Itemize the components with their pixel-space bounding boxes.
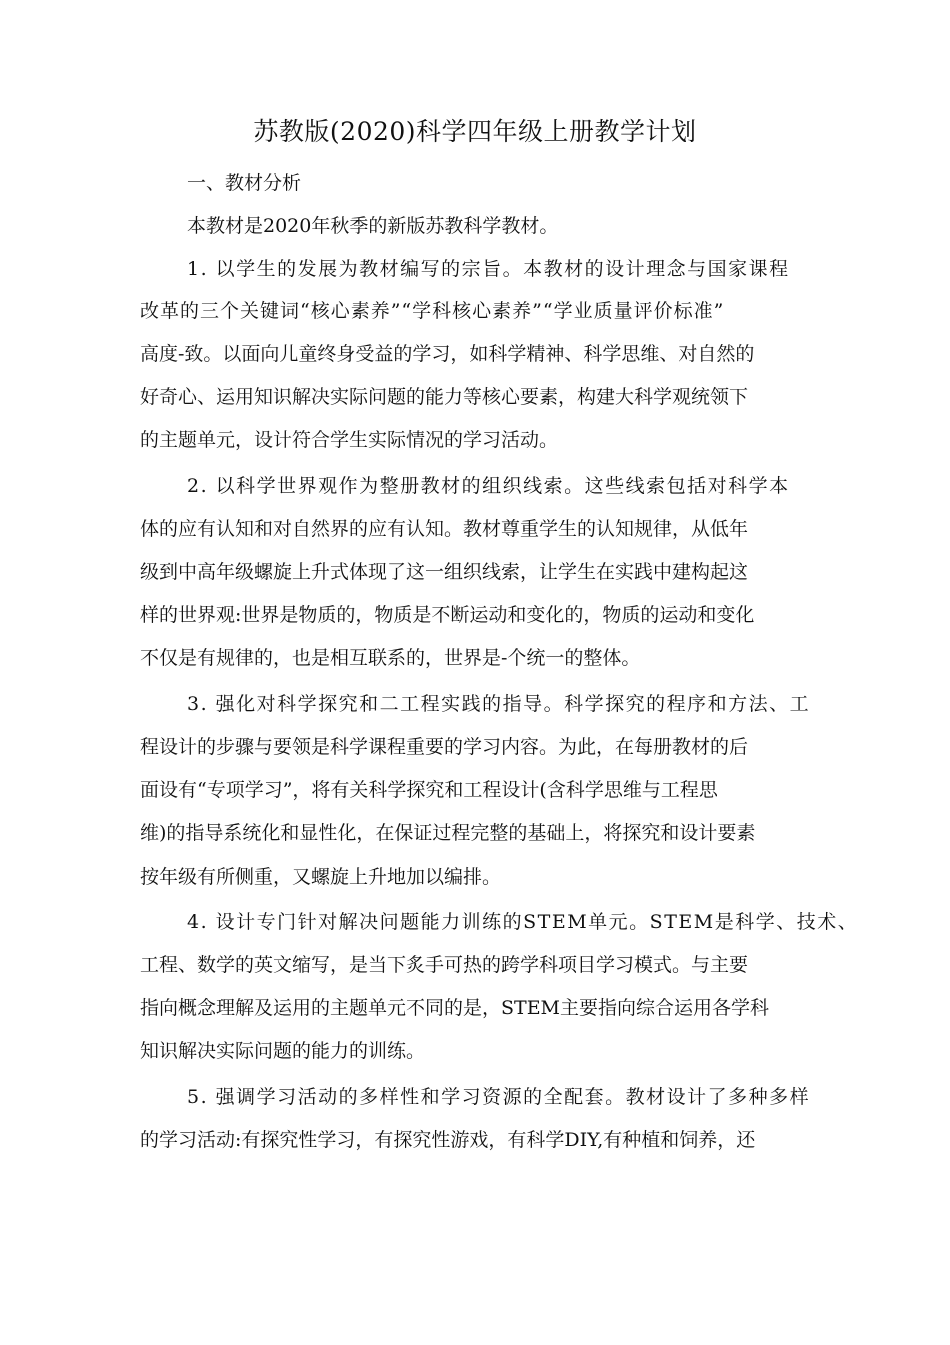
paragraph-3-line-1: 3. 强化对科学探究和二工程实践的指导。科学探究的程序和方法、工 [187, 693, 811, 715]
paragraph-3-line-3: 面设有“专项学习”，将有关科学探究和工程设计(含科学思维与工程思 [140, 779, 718, 801]
section-heading: 一、教材分析 [187, 172, 302, 194]
paragraph-1-line-3: 高度-致。以面向儿童终身受益的学习，如科学精神、科学思维、对自然的 [140, 343, 755, 365]
paragraph-4-line-2: 工程、数学的英文缩写，是当下炙手可热的跨学科项目学习模式。与主要 [140, 954, 749, 976]
paragraph-5-line-1: 5. 强调学习活动的多样性和学习资源的全配套。教材设计了多种多样 [187, 1086, 811, 1108]
paragraph-1-line-5: 的主题单元，设计符合学生实际情况的学习活动。 [140, 429, 559, 451]
paragraph-2-line-2: 体的应有认知和对自然界的应有认知。教材尊重学生的认知规律，从低年 [140, 518, 749, 540]
paragraph-1-line-1: 1. 以学生的发展为教材编写的宗旨。本教材的设计理念与国家课程 [187, 258, 790, 280]
paragraph-1-line-4: 好奇心、运用知识解决实际问题的能力等核心要素，构建大科学观统领下 [140, 386, 749, 408]
paragraph-1-line-2: 改革的三个关键词“核心素养”“学科核心素养”“学业质量评价标准” [140, 300, 725, 322]
paragraph-3-line-5: 按年级有所侧重，又螺旋上升地加以编排。 [140, 866, 502, 888]
paragraph-2-line-3: 级到中高年级螺旋上升式体现了这一组织线索，让学生在实践中建构起这 [140, 561, 749, 583]
paragraph-3-line-4: 维)的指导系统化和显性化，在保证过程完整的基础上，将探究和设计要素 [140, 822, 756, 844]
paragraph-4-line-1: 4. 设计专门针对解决问题能力训练的STEM单元。STEM是科学、技术、 [187, 911, 859, 933]
intro-line: 本教材是2020年秋季的新版苏教科学教材。 [187, 215, 559, 237]
paragraph-2-line-4: 样的世界观:世界是物质的，物质是不断运动和变化的，物质的运动和变化 [140, 604, 755, 626]
paragraph-4-line-3: 指向概念理解及运用的主题单元不同的是，STEM主要指向综合运用各学科 [140, 997, 770, 1019]
document-title: 苏教版(2020)科学四年级上册教学计划 [253, 117, 697, 146]
paragraph-2-line-5: 不仅是有规律的，也是相互联系的，世界是-个统一的整体。 [140, 647, 641, 669]
paragraph-4-line-4: 知识解决实际问题的能力的训练。 [140, 1040, 426, 1062]
paragraph-5-line-2: 的学习活动:有探究性学习，有探究性游戏，有科学DIY,有种植和饲养，还 [140, 1129, 756, 1151]
paragraph-2-line-1: 2. 以科学世界观作为整册教材的组织线索。这些线索包括对科学本 [187, 475, 790, 497]
paragraph-3-line-2: 程设计的步骤与要领是科学课程重要的学习内容。为此，在每册教材的后 [140, 736, 749, 758]
